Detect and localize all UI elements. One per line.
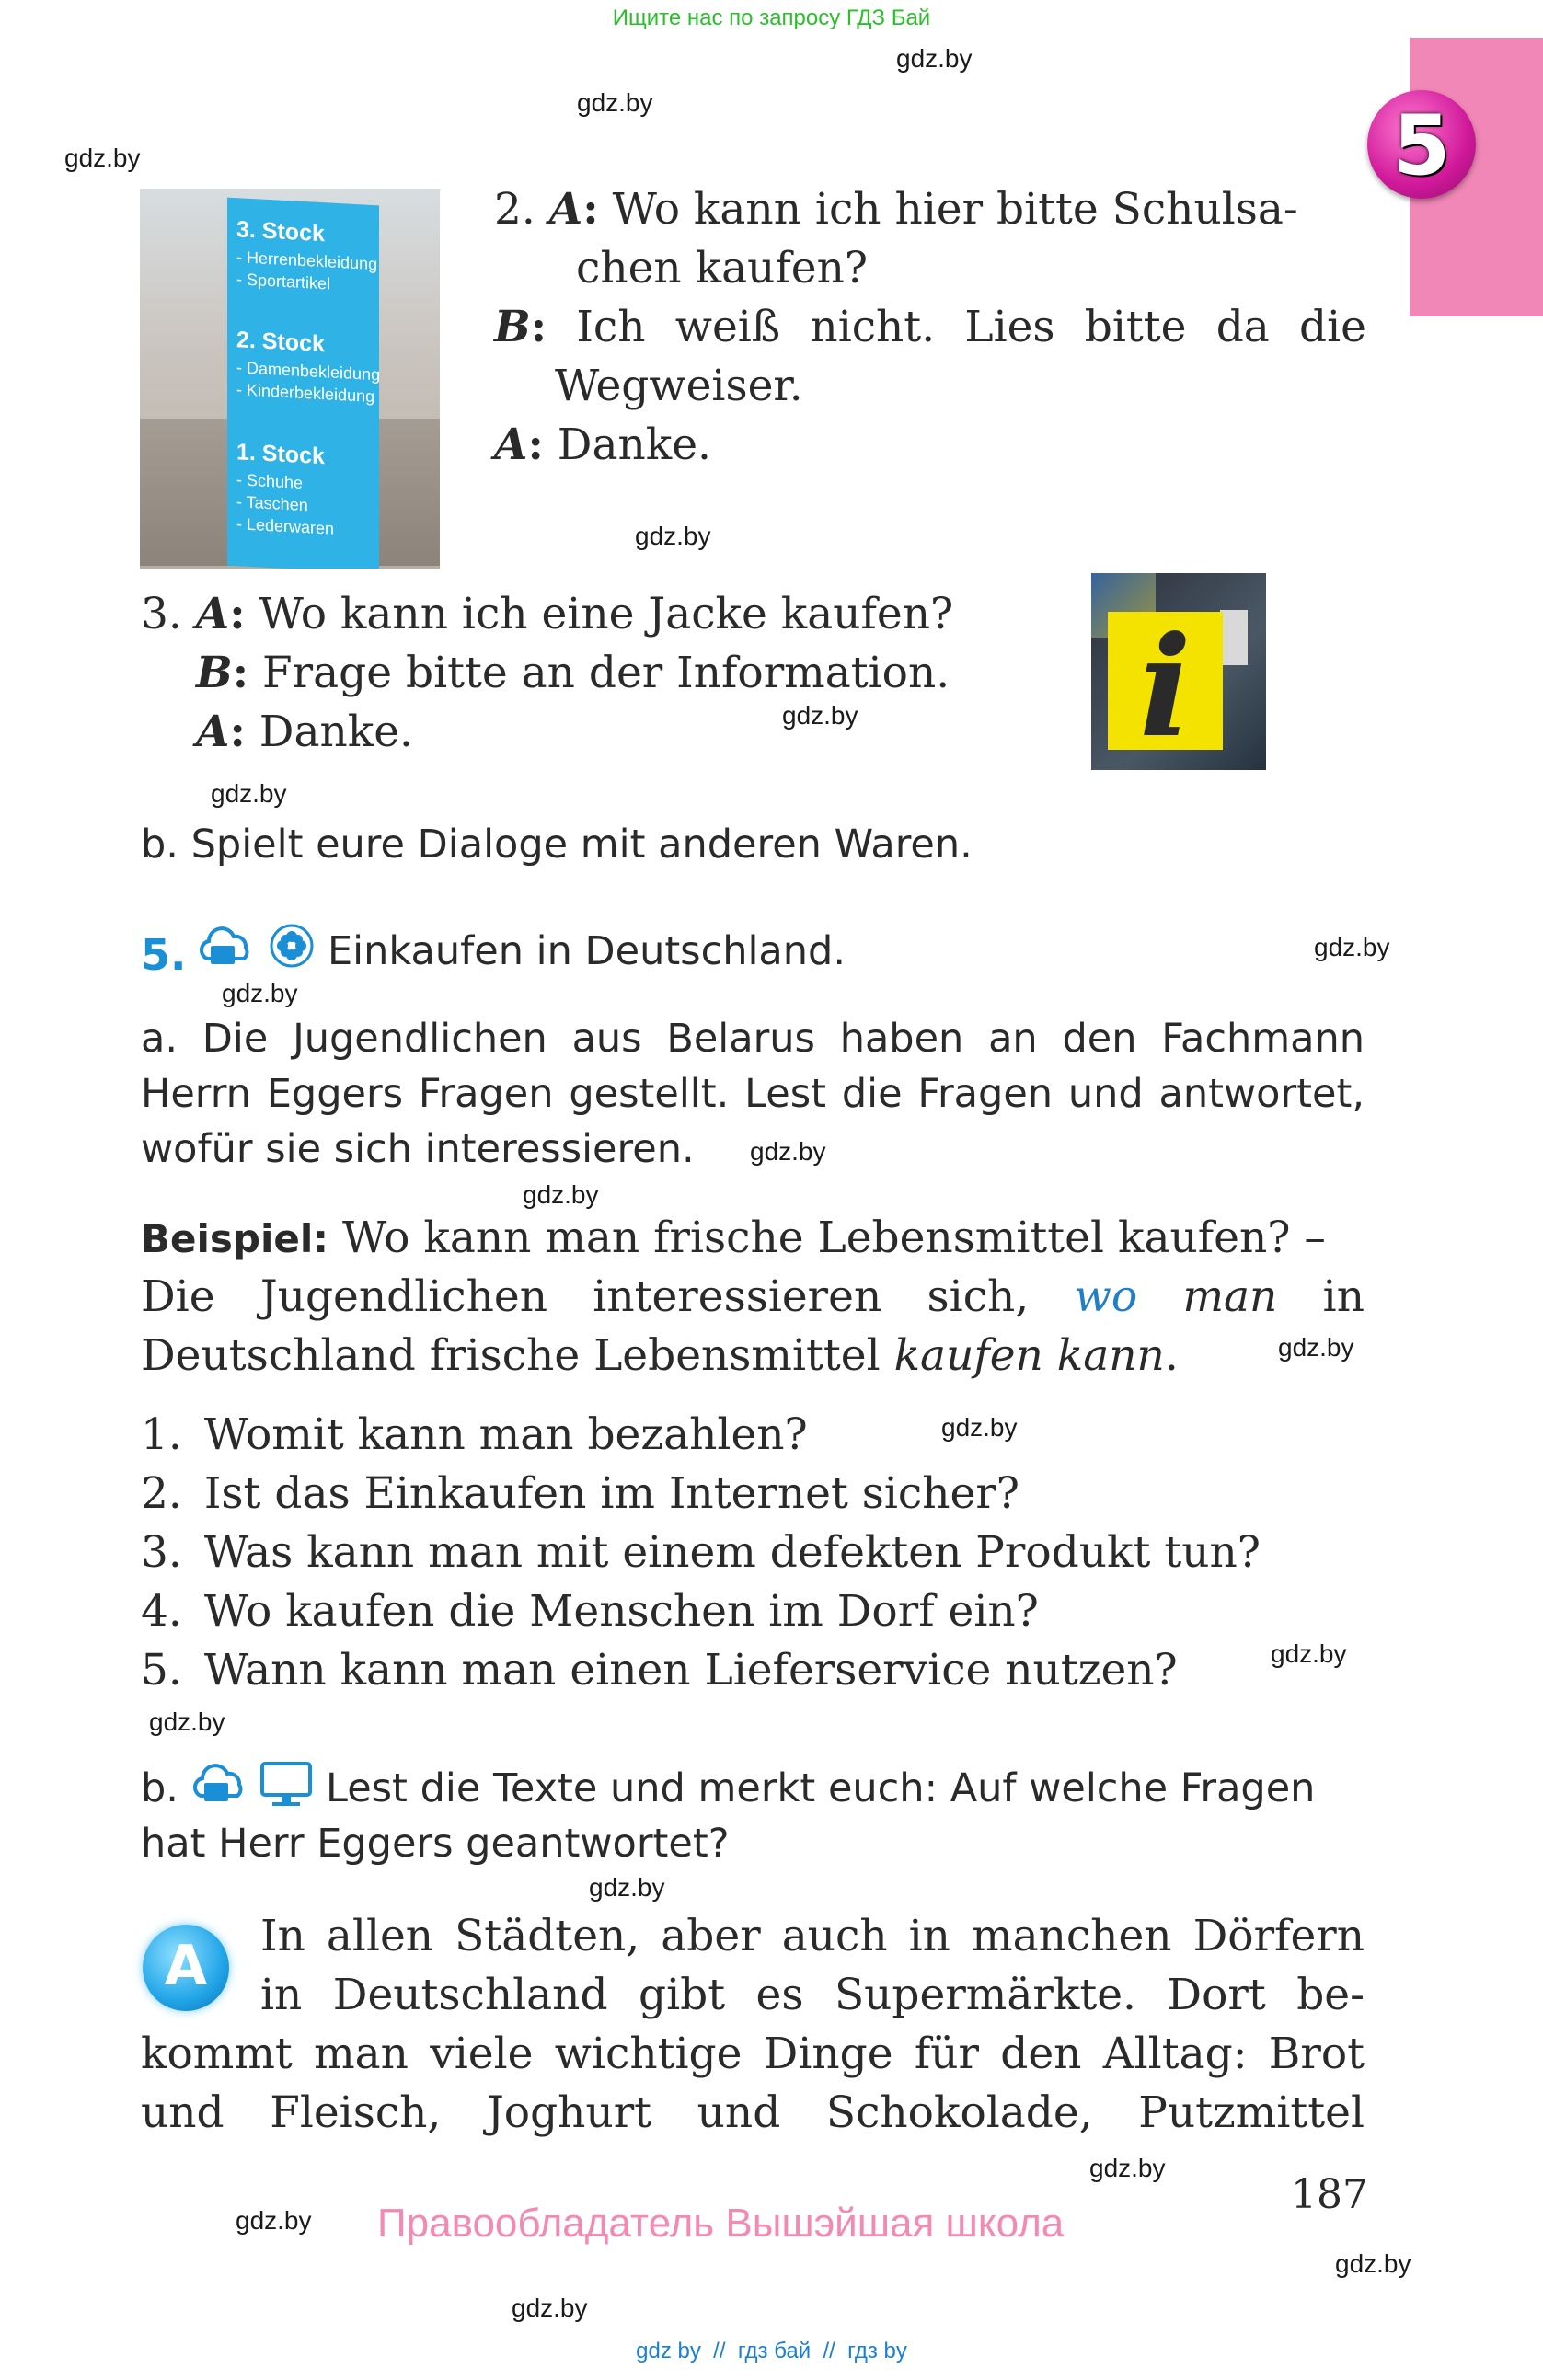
directory-sign: 3. Stock - Herrenbekleidung - Sportartikel 2. Stock - Damenbekleidung - Kinderbekleidung 1. Stock - Schuhe - Taschen - Lederwaren <box>227 198 379 569</box>
copyright: Правообладатель Вышэйшая школа <box>377 2201 1065 2246</box>
task-5b-line2: hat Herr Eggers geantwortet? <box>141 1821 730 1867</box>
flower-icon <box>269 923 315 969</box>
watermark: gdz.by <box>941 1413 1018 1442</box>
dialog2-line5: A: Danke. <box>494 420 711 470</box>
chapter-number: 5 <box>1392 98 1451 194</box>
watermark: gdz.by <box>149 1707 225 1736</box>
cloud-folder-icon <box>196 922 251 970</box>
bottom-footer: gdz by // гдз бай // гдз by <box>636 2339 907 2363</box>
question-item: 2. Ist das Einkaufen im Internet sicher? <box>141 1468 1020 1519</box>
dialog2-line2: chen kaufen? <box>576 243 869 293</box>
watermark: gdz.by <box>1314 933 1390 961</box>
store-sign-photo <box>140 189 440 569</box>
task-5b-prefix: b. <box>141 1765 178 1811</box>
question-item: 4. Wo kaufen die Menschen im Dorf ein? <box>141 1586 1039 1637</box>
question-item: 3. Was kann man mit einem defekten Produkt tun? <box>141 1527 1261 1578</box>
page-number: 187 <box>1291 2171 1368 2218</box>
text-a-line1: In allen Städten, aber auch in manchen Dörfern <box>260 1911 1365 1961</box>
text-a-line4: und Fleisch, Joghurt und Schokolade, Putzmittel <box>141 2087 1365 2138</box>
watermark: gdz.by <box>896 44 973 73</box>
exercise-number: 5. <box>141 930 187 980</box>
watermark: gdz.by <box>236 2206 312 2235</box>
text-a-line2: in Deutschland gibt es Supermärkte. Dort be- <box>260 1970 1365 2020</box>
watermark: gdz.by <box>1271 1639 1347 1668</box>
text-a-marker: A <box>143 1925 229 2011</box>
text-a-line3: kommt man viele wichtige Dinge für den Alltag: Brot <box>141 2029 1365 2079</box>
watermark: gdz.by <box>211 779 287 808</box>
task-5b-line1: Lest die Texte und merkt euch: Auf welche Fragen <box>326 1765 1316 1811</box>
watermark: gdz.by <box>782 701 858 730</box>
info-box <box>1108 606 1223 768</box>
dialog3-line2: B: Frage bitte an der Information. <box>196 648 950 698</box>
watermark: gdz.by <box>750 1137 826 1166</box>
watermark: gdz.by <box>222 979 298 1007</box>
info-icon: i <box>1139 606 1192 768</box>
example-line2: Die Jugendlichen interessieren sich, wo man in <box>141 1271 1365 1322</box>
watermark: gdz.by <box>512 2294 588 2322</box>
dialog2-line1: 2. A: Wo kann ich hier bitte Schulsa- <box>494 184 1298 235</box>
dialog3-line3: A: Danke. <box>196 707 413 757</box>
watermark: gdz.by <box>1278 1333 1354 1362</box>
info-sign-photo <box>1091 573 1266 770</box>
dialog2-line4: Wegweiser. <box>555 361 803 411</box>
exercise-title: Einkaufen in Deutschland. <box>328 928 846 974</box>
chapter-badge <box>1367 90 1476 199</box>
task-5a-line2: Herrn Eggers Fragen gestellt. Lest die Fragen und antwortet, <box>141 1071 1365 1117</box>
question-item: 5. Wann kann man einen Lieferservice nutzen? <box>141 1645 1178 1696</box>
task-5a-line1: a. Die Jugendlichen aus Belarus haben an den Fachmann <box>141 1016 1365 1062</box>
watermark: gdz.by <box>589 1873 665 1902</box>
watermark: gdz.by <box>1335 2249 1411 2278</box>
cloud-folder-icon <box>190 1759 245 1807</box>
watermark: gdz.by <box>64 144 141 172</box>
watermark: gdz.by <box>1089 2154 1166 2182</box>
task-5a-line3: wofür sie sich interessieren. <box>141 1126 695 1172</box>
watermark: gdz.by <box>523 1180 599 1209</box>
top-banner: Ищите нас по запросу ГДЗ Бай <box>612 6 931 30</box>
watermark: gdz.by <box>635 522 711 550</box>
question-item: 1. Womit kann man bezahlen? <box>141 1409 808 1460</box>
task-4b: b. Spielt eure Dialoge mit anderen Waren. <box>141 822 973 868</box>
example-line3: Deutschland frische Lebensmittel kaufen kann. <box>141 1330 1179 1381</box>
dialog2-line3: B: Ich weiß nicht. Lies bitte da die <box>494 302 1366 352</box>
monitor-icon <box>259 1761 313 1809</box>
watermark: gdz.by <box>577 88 653 117</box>
dialog3-line1: 3. A: Wo kann ich eine Jacke kaufen? <box>141 589 954 639</box>
example-line1: Beispiel: Wo kann man frische Lebensmittel kaufen? – <box>141 1213 1326 1263</box>
